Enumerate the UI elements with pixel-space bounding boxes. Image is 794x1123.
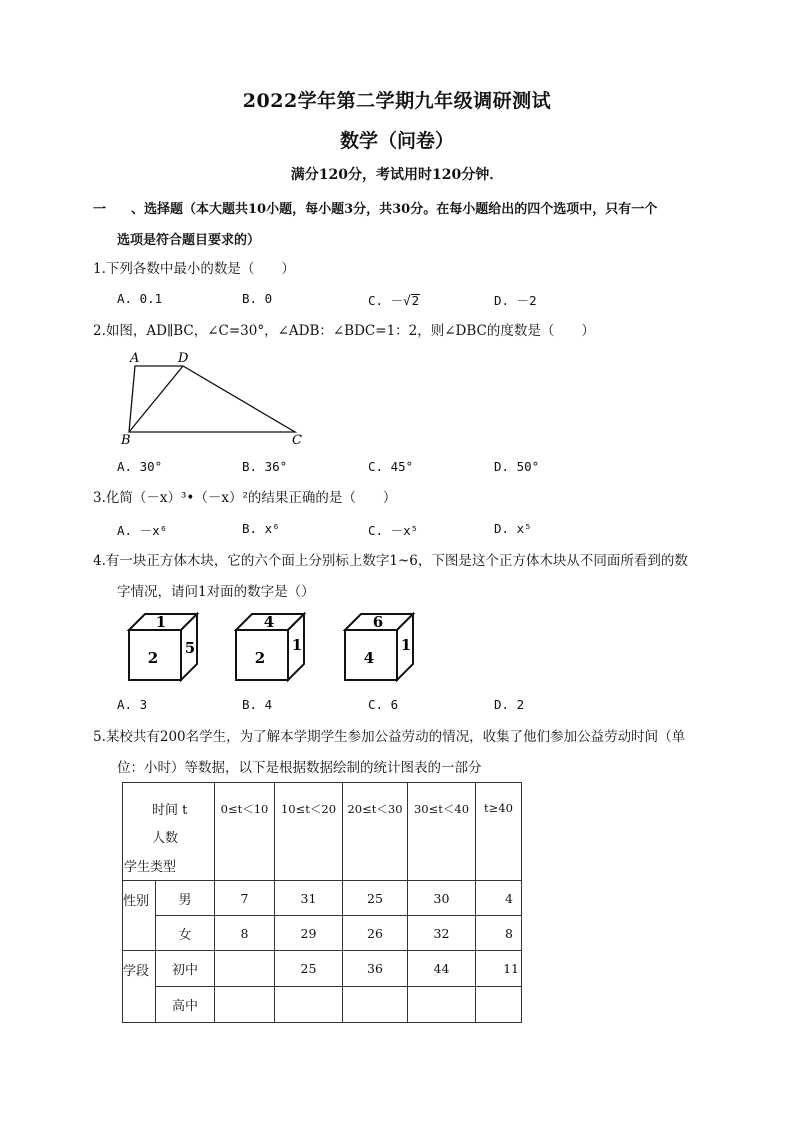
cube-3 xyxy=(345,613,413,680)
q2-stem: 2.如图，AD∥BC，∠C=30°，∠ADB：∠BDC=1：2，则∠DBC的度数是（ ） xyxy=(93,323,595,339)
column-header: 0≤t＜10 xyxy=(215,783,275,881)
q5-stem-line1: 5.某校共有200名学生，为了解本学期学生参加公益劳动的情况，收集了他们参加公益劳动时间（单 xyxy=(93,729,686,745)
table-cell xyxy=(408,987,476,1023)
q2-option-a: A. 30° xyxy=(117,459,163,474)
q3-option-d: D. x⁵ xyxy=(494,521,532,536)
q5-data-table xyxy=(122,782,522,1023)
cube-1-right: 5 xyxy=(184,639,196,657)
group-stage-label: 学段 xyxy=(123,951,156,1023)
q1-option-a: A. 0.1 xyxy=(117,291,163,306)
cube-2-front: 2 xyxy=(254,649,266,667)
q3-stem: 3.化简（－x）³•（－x）²的结果正确的是（ ） xyxy=(93,490,397,506)
table-cell xyxy=(343,987,408,1023)
table-row xyxy=(123,916,522,951)
table-row xyxy=(123,987,522,1023)
table-cell: 25 xyxy=(343,881,408,916)
column-header: 30≤t＜40 xyxy=(408,783,476,881)
exam-info: 满分120分，考试用时120分钟． xyxy=(290,167,504,183)
q3-option-c: C. －x⁵ xyxy=(368,523,419,538)
cube-1-top: 1 xyxy=(155,613,167,631)
row-label: 初中 xyxy=(156,951,215,987)
table-cell: 29 xyxy=(275,916,343,951)
cube-3-top: 6 xyxy=(372,613,384,631)
table-cell: 31 xyxy=(275,881,343,916)
label-c: C xyxy=(292,433,302,448)
q4-option-c: C. 6 xyxy=(368,697,399,712)
column-header: 20≤t＜30 xyxy=(343,783,408,881)
table-cell: 25 xyxy=(275,951,343,987)
q3-option-a: A. －x⁶ xyxy=(117,523,168,538)
q4-stem-line2: 字情况，请问1对面的数字是（） xyxy=(117,584,315,600)
table-cell: 36 xyxy=(343,951,408,987)
cube-3-right: 1 xyxy=(400,636,412,654)
label-d: D xyxy=(178,351,189,366)
q4-option-b: B. 4 xyxy=(242,697,273,712)
column-header: t≥40 xyxy=(476,783,522,881)
column-header: 10≤t＜20 xyxy=(275,783,343,881)
corner-count-label: 人数 xyxy=(152,831,179,846)
cube-2-right: 1 xyxy=(291,636,303,654)
section-heading-line1: 、选择题（本大题共10小题，每小题3分，共30分。在每小题给出的四个选项中，只有一个 xyxy=(131,202,658,217)
label-b: B xyxy=(121,433,131,448)
q2-trapezoid-figure xyxy=(115,348,315,448)
table-cell: 8 xyxy=(476,916,522,951)
q2-option-c: C. 45° xyxy=(368,459,414,474)
q4-cubes-figure xyxy=(125,610,425,686)
cube-1 xyxy=(129,613,197,680)
q3-option-b: B. x⁶ xyxy=(242,521,280,536)
table-cell: 7 xyxy=(215,881,275,916)
cube-2 xyxy=(236,613,304,680)
cube-2-top: 4 xyxy=(263,613,275,631)
group-gender-label: 性别 xyxy=(123,881,156,951)
q1-option-d: D. －2 xyxy=(494,293,537,308)
exam-title: 2022学年第二学期九年级调研测试 xyxy=(242,90,552,112)
sqrt-radicand: 2 xyxy=(411,293,420,308)
section-number: 一 xyxy=(93,202,107,217)
table-cell: 11 xyxy=(476,951,522,987)
q1-option-b: B. 0 xyxy=(242,291,273,306)
exam-subject: 数学（问卷） xyxy=(339,130,454,152)
table-cell: 8 xyxy=(215,916,275,951)
row-label: 高中 xyxy=(156,987,215,1023)
table-corner-cell xyxy=(123,783,215,881)
q1-option-c: C. －√2 xyxy=(368,293,420,308)
label-a: A xyxy=(130,351,140,366)
q4-option-d: D. 2 xyxy=(494,697,525,712)
q4-option-a: A. 3 xyxy=(117,697,148,712)
row-label: 男 xyxy=(156,881,215,916)
table-cell xyxy=(215,951,275,987)
cube-3-front: 4 xyxy=(363,649,375,667)
table-cell: 44 xyxy=(408,951,476,987)
section-heading-line2: 选项是符合题目要求的） xyxy=(117,233,261,248)
q4-stem-line1: 4.有一块正方体木块，它的六个面上分别标上数字1~6，下图是这个正方体木块从不同面所看到的数 xyxy=(93,553,688,569)
table-cell: 32 xyxy=(408,916,476,951)
table-cell: 4 xyxy=(476,881,522,916)
diagonal-bd xyxy=(129,366,183,432)
corner-time-label: 时间 t xyxy=(152,803,188,818)
table-cell: 26 xyxy=(343,916,408,951)
trapezoid-outline xyxy=(129,366,295,432)
table-cell xyxy=(275,987,343,1023)
q2-option-b: B. 36° xyxy=(242,459,288,474)
table-cell xyxy=(476,987,522,1023)
row-label: 女 xyxy=(156,916,215,951)
q2-option-d: D. 50° xyxy=(494,459,540,474)
q5-stem-line2: 位：小时）等数据，以下是根据数据绘制的统计图表的一部分 xyxy=(117,760,482,776)
table-row xyxy=(123,951,522,987)
cube-1-front: 2 xyxy=(147,649,159,667)
table-cell xyxy=(215,987,275,1023)
corner-type-label: 学生类型 xyxy=(124,860,177,875)
q1-stem: 1.下列各数中最小的数是（ ） xyxy=(93,261,295,277)
table-cell: 30 xyxy=(408,881,476,916)
table-row xyxy=(123,881,522,916)
